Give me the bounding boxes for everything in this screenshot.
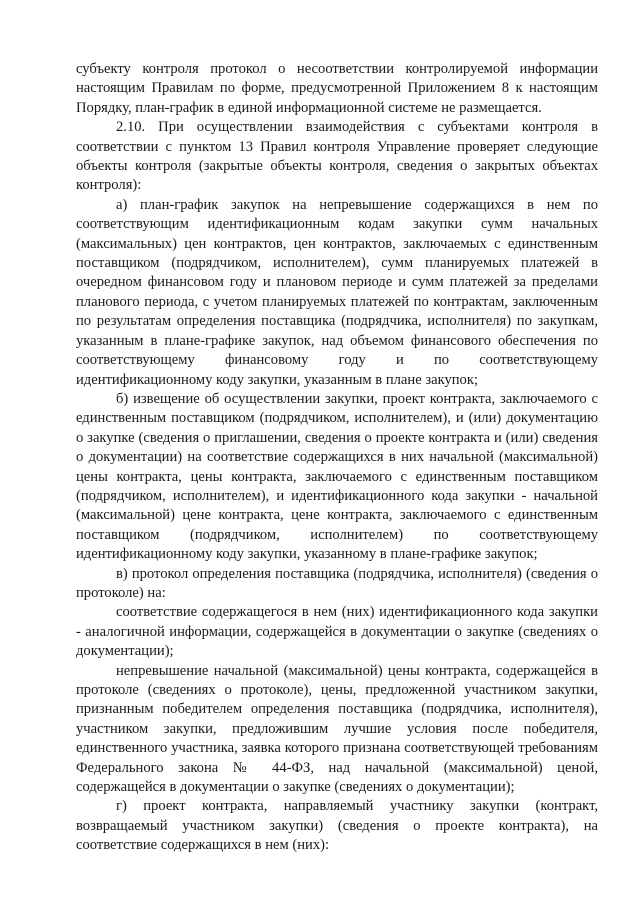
- paragraph-item-g: г) проект контракта, направляемый участнику закупки (контракт, возвращаемый участником закупки) (сведения о проекте контракта), на соответствие содержащихся в нем (них):: [76, 798, 598, 854]
- document-page: [76, 60, 598, 856]
- paragraph-item-v-sub-1: соответствие содержащегося в нем (них) идентификационного кода закупки - аналогичной информации, содержащейся в документации о закупке (сведениях о документации);: [76, 604, 598, 660]
- paragraph-item-v-sub-2: непревышение начальной (максимальной) цены контракта, содержащейся в протоколе (сведениях о протоколе), цены, предложенной участником закупки, признанным победителем определения поставщика (подрядчика, исполнителя), участником закупки, предложившим лучшие условия после победителя, единственного участника, заявка которого признана соответствующей требованиям Федерального закона № 44-ФЗ, над начальной (максимальной) ценой, содержащейся в документации о закупке (сведениях о документации);: [76, 662, 598, 796]
- paragraph-item-v: в) протокол определения поставщика (подрядчика, исполнителя) (сведения о протоколе) на:: [76, 565, 598, 601]
- paragraph-item-b: б) извещение об осуществлении закупки, проект контракта, заключаемого с единственным поставщиком (подрядчиком, исполнителем), и (или) документацию о закупке (сведения о приглашении, сведения о проекте контракта и (или) сведения о документации) на соответствие содержащихся в них начальной (максимальной) цены контракта, цены контракта, заключаемого с единственным поставщиком (подрядчиком, исполнителем), и идентификационного кода закупки - начальной (максимальной) цене контракта, цене контракта, заключаемого с единственным поставщиком (подрядчиком, исполнителем) по соответствующему идентификационному коду закупки, указанному в плане-графике закупок;: [76, 390, 598, 563]
- paragraph-2-10: 2.10. При осуществлении взаимодействия с субъектами контроля в соответствии с пунктом 13 Правил контроля Управление проверяет следующие объекты контроля (закрытые объекты контроля, сведения о закрытых объектах контроля):: [76, 119, 598, 194]
- paragraph-item-a: а) план-график закупок на непревышение содержащихся в нем по соответствующим идентификационным кодам закупки сумм начальных (максимальных) цен контрактов, цен контрактов, заключаемых с единственным поставщиком (подрядчиком, исполнителем), сумм планируемых платежей в очередном финансовом году и плановом периоде и сумм платежей за пределами планового периода, с учетом планируемых платежей по контрактам, заключенным по результатам определения поставщика (подрядчика, исполнителя) по закупкам, указанным в плане-графике закупок, над объемом финансового обеспечения по соответствующему финансовому году и по соответствующему идентификационному коду закупки, указанным в плане закупок;: [76, 196, 598, 388]
- paragraph-continuation: субъекту контроля протокол о несоответствии контролируемой информации настоящим Правилам по форме, предусмотренной Приложением 8 к настоящим Порядку, план-график в единой информационной системе не размещается.: [76, 61, 598, 116]
